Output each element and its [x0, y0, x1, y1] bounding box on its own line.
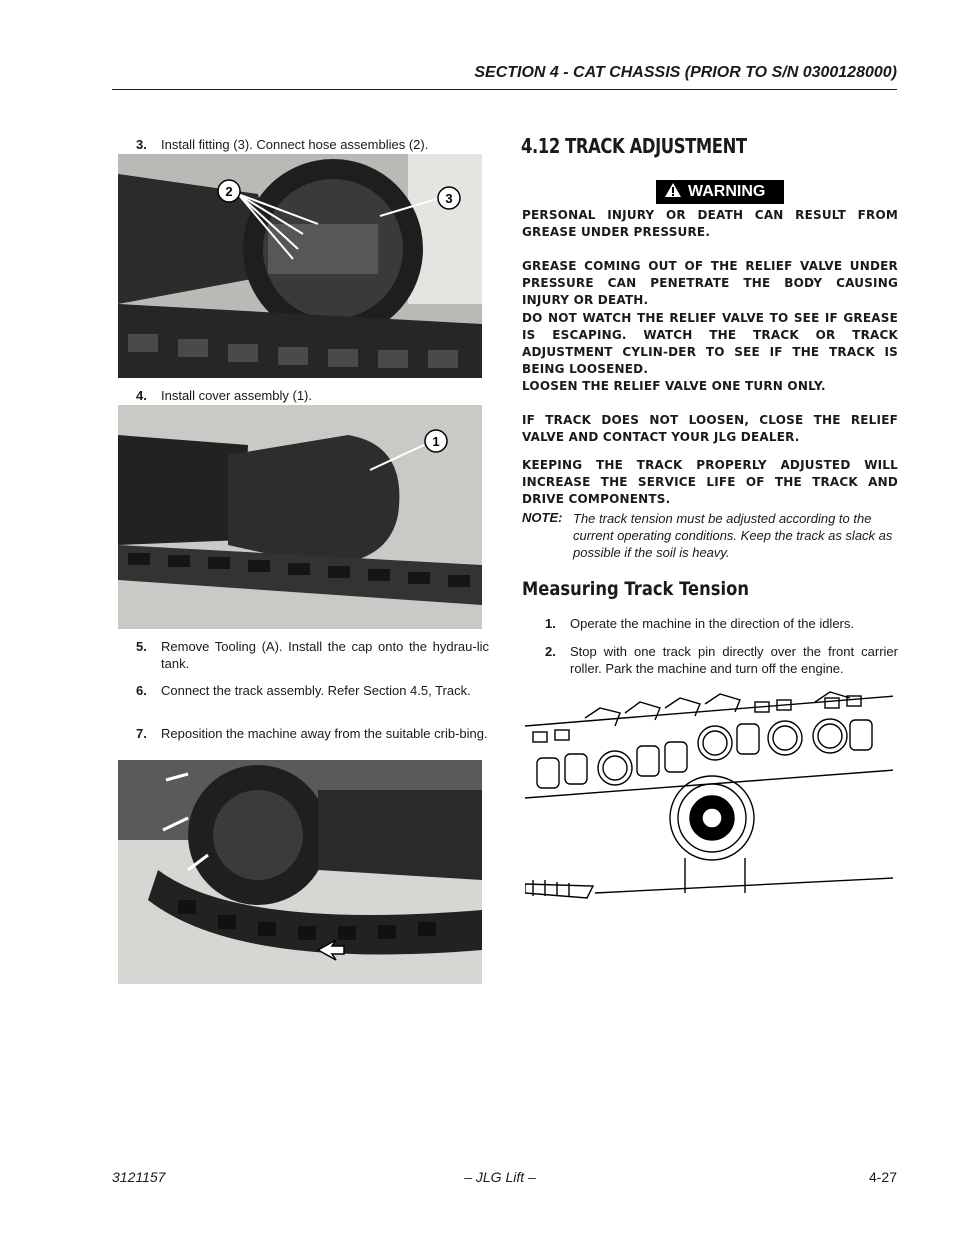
step-text: Remove Tooling (A). Install the cap onto the hydrau-lic tank. — [161, 639, 489, 671]
photo-reposition-machine — [118, 760, 482, 984]
warning-paragraph: IF TRACK DOES NOT LOOSEN, CLOSE THE RELIEF VALVE AND CONTACT YOUR JLG DEALER. — [522, 413, 898, 444]
track-tension-diagram — [525, 688, 893, 908]
callout-2 — [218, 180, 240, 202]
section-header: SECTION 4 - CAT CHASSIS (PRIOR TO S/N 0300128000) — [474, 64, 897, 81]
header-rule — [112, 89, 897, 90]
warning-triangle-icon — [664, 182, 682, 203]
step-number: 5. — [136, 639, 147, 654]
step-text: Reposition the machine away from the suitable crib-bing. — [161, 726, 488, 741]
step-text: Install cover assembly (1). — [161, 388, 312, 403]
step-number: 1. — [545, 616, 556, 631]
warning-paragraph: GREASE COMING OUT OF THE RELIEF VALVE UNDER PRESSURE CAN PENETRATE THE BODY CAUSING INJURY OR DEATH. — [522, 259, 898, 307]
warning-paragraph: DO NOT WATCH THE RELIEF VALVE TO SEE IF GREASE IS ESCAPING. WATCH THE TRACK OR TRACK ADJUSTMENT CYLIN-DER TO SEE IF THE TRACK IS BEING LOOSENED. — [522, 311, 898, 376]
callout-3 — [438, 187, 460, 209]
step-number: 6. — [136, 683, 147, 698]
svg-text:2: 2 — [225, 184, 233, 199]
step-text: Stop with one track pin directly over the front carrier roller. Park the machine and turn off the engine. — [570, 644, 898, 676]
note-label: NOTE: — [522, 510, 563, 525]
note-text: The track tension must be adjusted according to the current operating conditions. Keep the track as slack as possible if the soil is heavy. — [573, 511, 893, 560]
subsection-heading: Measuring Track Tension — [522, 578, 749, 600]
step-number: 3. — [136, 137, 147, 152]
section-heading: 4.12 TRACK ADJUSTMENT — [521, 134, 747, 158]
publisher-label: – JLG Lift – — [464, 1169, 536, 1185]
warning-paragraph: LOOSEN THE RELIEF VALVE ONE TURN ONLY. — [522, 379, 826, 393]
warning-badge — [656, 180, 784, 204]
photo-fitting-hoses — [118, 154, 482, 378]
step-text: Operate the machine in the direction of the idlers. — [570, 616, 854, 631]
step-number: 2. — [545, 644, 556, 659]
warning-paragraph: KEEPING THE TRACK PROPERLY ADJUSTED WILL INCREASE THE SERVICE LIFE OF THE TRACK AND DRIVE COMPONENTS. — [522, 458, 898, 506]
photo-cover-assembly — [118, 405, 482, 629]
step-number: 7. — [136, 726, 147, 741]
step-text: Install fitting (3). Connect hose assemblies (2). — [161, 137, 429, 152]
warning-paragraph: PERSONAL INJURY OR DEATH CAN RESULT FROM GREASE UNDER PRESSURE. — [522, 208, 898, 239]
step-number: 4. — [136, 388, 147, 403]
svg-text:3: 3 — [445, 191, 453, 206]
step-text: Connect the track assembly. Refer Section 4.5, Track. — [161, 683, 471, 698]
document-number: 3121157 — [112, 1169, 166, 1185]
page-number: 4-27 — [868, 1169, 897, 1185]
callout-1 — [425, 430, 447, 452]
warning-label: WARNING — [688, 183, 766, 200]
svg-text:1: 1 — [432, 434, 440, 449]
